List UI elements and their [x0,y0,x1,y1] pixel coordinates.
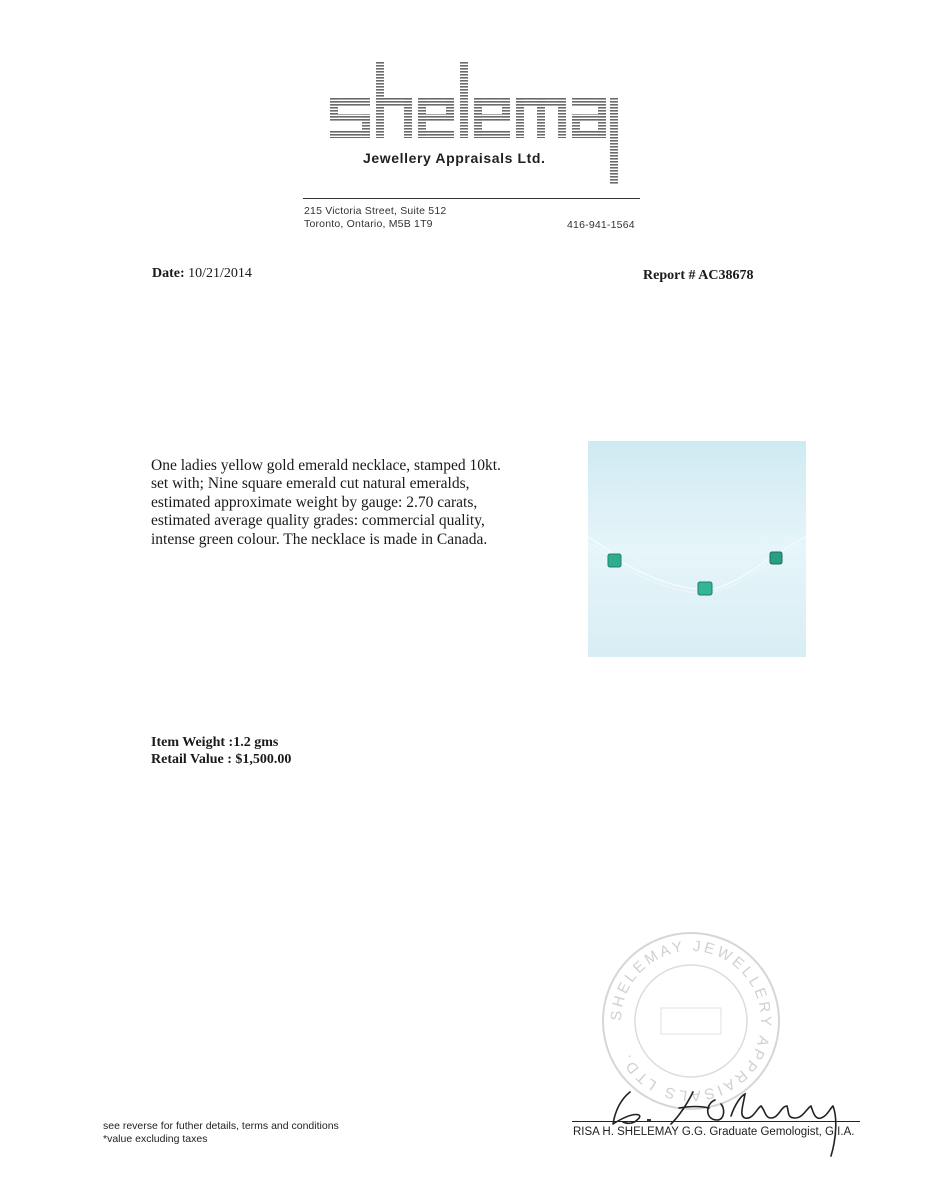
necklace-photo [588,441,806,657]
header-divider [303,198,640,199]
date-label: Date: [152,266,185,281]
seal-text: SHELEMAY JEWELLERY APPRAISALS LTD. [607,937,775,1105]
item-description [151,457,576,549]
item-weight-label: Item Weight : [151,735,234,750]
emerald-stone [608,554,621,567]
emerald-stone [698,582,712,595]
date-value: 10/21/2014 [188,266,252,281]
description-line: estimated average quality grades: commercial quality, [151,512,485,530]
address-line-1: 215 Victoria Street, Suite 512 [304,205,447,217]
company-logo [330,62,620,187]
signer-name: RISA H. SHELEMAY [573,1126,679,1138]
description-line: estimated approximate weight by gauge: 2.70 carats, [151,493,478,511]
signer-credentials [573,1126,854,1138]
retail-value-amount: $1,500.00 [235,752,292,767]
address-line-2: Toronto, Ontario, M5B 1T9 [304,218,433,230]
report-label: Report # [643,268,696,283]
emerald-stone [770,552,782,564]
description-line: One ladies yellow gold emerald necklace, stamped 10kt. [151,457,501,474]
retail-value-label: Retail Value : [151,752,232,767]
retail-value [151,752,291,768]
footer-terms-note: see reverse for futher details, terms and conditions [103,1120,339,1132]
item-weight-value: 1.2 gms [233,735,279,750]
report-date [152,266,252,282]
report-value: AC38678 [698,268,754,283]
description-line: intense green colour. The necklace is made in Canada. [151,530,488,548]
necklace-image [588,441,806,657]
handwritten-signature [575,1080,865,1160]
item-weight [151,735,278,751]
signature-line [572,1121,860,1122]
description-line: set with; Nine square emerald cut natural emeralds, [151,475,470,493]
report-number [643,268,753,284]
company-name: Jewellery Appraisals Ltd. [363,150,546,166]
phone-number: 416-941-1564 [567,219,635,231]
signer-credential: G.G. Graduate Gemologist, G.I.A. [678,1126,855,1138]
footer-tax-note: *value excluding taxes [103,1133,208,1145]
